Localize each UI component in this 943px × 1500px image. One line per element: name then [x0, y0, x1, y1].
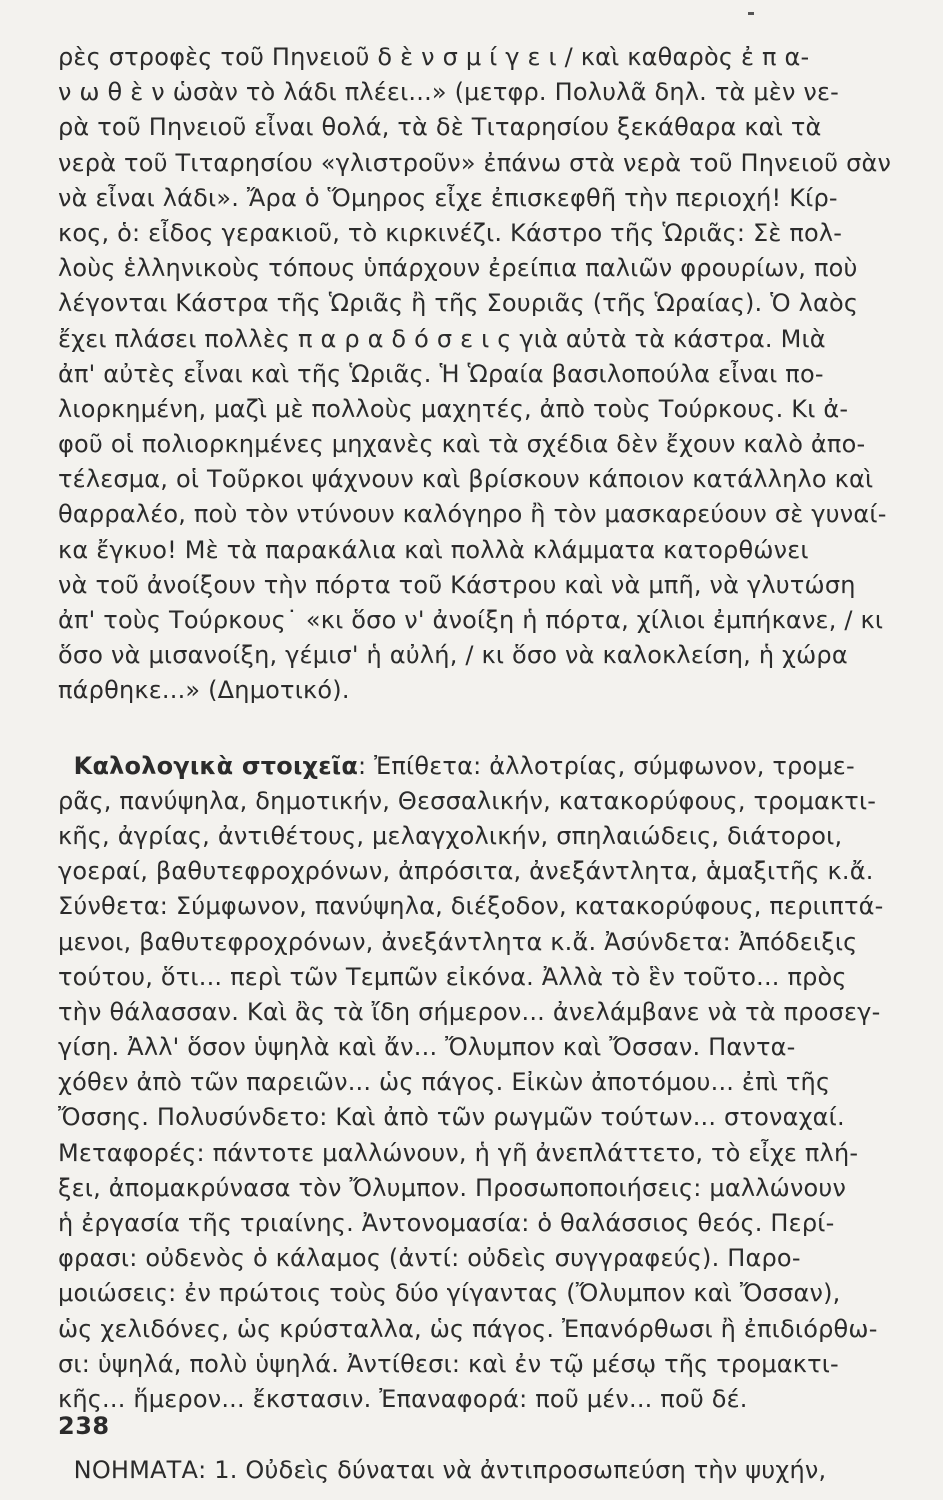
- text-line: ν ω θ ὲ ν ὡσὰν τὸ λάδι πλέει...» (μετφρ. Πολυλᾶ δηλ. τὰ μὲν νε-: [58, 78, 840, 107]
- text-line: ξει, ἀπομακρύνασα τὸν Ὄλυμπον. Προσωποποιήσεις: μαλλώνουν: [58, 1173, 847, 1202]
- text-line: Ὄσσης. Πολυσύνδετο: Καὶ ἀπὸ τῶν ρωγμῶν τούτων... στοναχαί.: [58, 1103, 845, 1132]
- text-line: γοεραί, βαθυτεφροχρόνων, ἀπρόσιτα, ἀνεξάντλητα, ἁμαξιτῆς κ.ἄ.: [58, 857, 874, 886]
- text-line: τούτου, ὅτι... περὶ τῶν Τεμπῶν εἰκόνα. Ἀλλὰ τὸ ἓν τοῦτο... πρὸς: [58, 962, 847, 991]
- text-line: Σύνθετα: Σύμφωνον, πανύψηλα, διέξοδον, κατακορύφους, περιιπτά-: [58, 892, 884, 921]
- paragraph-gap: [58, 1417, 910, 1453]
- text-line: μοιώσεις: ἐν πρώτοις τοὺς δύο γίγαντας (Ὄλυμπον καὶ Ὄσσαν),: [58, 1279, 841, 1308]
- text-line: τὴν θάλασσαν. Καὶ ἂς τὰ ἴδη σήμερον... ἀνελάμβανε νὰ τὰ προσεγ-: [58, 997, 881, 1026]
- text-line: τέλεσμα, οἱ Τοῦρκοι ψάχνουν καὶ βρίσκουν κάποιον κατάλληλο καὶ: [58, 465, 874, 494]
- text-line: λοὺς ἑλληνικοὺς τόπους ὑπάρχουν ἐρείπια παλιῶν φρουρίων, ποὺ: [58, 254, 858, 283]
- noimata-line: ΝΟΗΜΑΤΑ: 1. Οὐδεὶς δύναται νὰ ἀντιπροσωπεύση τὴν ψυχήν,: [73, 1456, 827, 1485]
- text-line: ὅσο νὰ μισανοίξη, γέμισ' ἡ αὐλή, / κι ὅσο νὰ καλοκλείση, ἡ χώρα: [58, 641, 848, 670]
- text-line: κος, ὁ: εἶδος γερακιοῦ, τὸ κιρκινέζι. Κάστρο τῆς Ὡριᾶς: Σὲ πολ-: [58, 218, 843, 247]
- text-line: [58, 1453, 910, 1488]
- text-line: ἀπ' τοὺς Τούρκους˙ «κι ὅσο ν' ἀνοίξη ἡ πόρτα, χίλιοι ἐμπήκανε, / κι: [58, 606, 884, 634]
- text-line: φοῦ οἱ πολιορκημένες μηχανὲς καὶ τὰ σχέδια δὲν ἔχουν καλὸ ἀπο-: [58, 430, 866, 459]
- text-line: κῆς, ἀγρίας, ἀντιθέτους, μελαγχολικήν, σπηλαιώδεις, διάτοροι,: [58, 821, 843, 850]
- text-line: φρασι: οὐδενὸς ὁ κάλαμος (ἀντί: οὐδεὶς συγγραφεύς). Παρο-: [58, 1244, 801, 1273]
- page-text: [58, 40, 910, 1488]
- section-heading: Καλολογικὰ στοιχεῖα: [73, 751, 359, 780]
- text-line: κῆς... ἥμερον... ἔκστασιν. Ἐπαναφορά: ποῦ μέν... ποῦ δέ.: [58, 1384, 748, 1413]
- text-line: νερὰ τοῦ Τιταρησίου «γλιστροῦν» ἐπάνω στὰ νερὰ τοῦ Πηνειοῦ σὰν: [58, 148, 892, 177]
- print-speck: [748, 12, 754, 15]
- text-line: σι: ὑψηλά, πολὺ ὑψηλά. Ἀντίθεσι: καὶ ἐν τῷ μέσῳ τῆς τρομακτι-: [58, 1349, 839, 1378]
- paragraph-gap: [58, 709, 910, 749]
- text-line: ρὲς στροφὲς τοῦ Πηνειοῦ δ ὲ ν σ μ ί γ ε ι / καὶ καθαρὸς ἐ π α-: [58, 43, 810, 71]
- text-line: λιορκημένη, μαζὶ μὲ πολλοὺς μαχητές, ἀπὸ τοὺς Τούρκους. Κι ἀ-: [58, 394, 849, 423]
- text-line: γίση. Ἀλλ' ὅσον ὑψηλὰ καὶ ἄν... Ὄλυμπον καὶ Ὄσσαν. Παντα-: [58, 1033, 796, 1062]
- text-line: ἀπ' αὐτὲς εἶναι καὶ τῆς Ὡριᾶς. Ἡ Ὡραία βασιλοπούλα εἶναι πο-: [58, 359, 824, 388]
- page-number: 238: [58, 1412, 110, 1440]
- text-line: νὰ τοῦ ἀνοίξουν τὴν πόρτα τοῦ Κάστρου καὶ νὰ μπῆ, νὰ γλυτώση: [58, 570, 856, 599]
- text-line: χόθεν ἀπὸ τῶν παρειῶν... ὡς πάγος. Εἰκὼν ἀποτόμου... ἐπὶ τῆς: [58, 1068, 831, 1097]
- text-line: [58, 749, 910, 784]
- text-line: λέγονται Κάστρα τῆς Ὡριᾶς ἢ τῆς Σουριᾶς (τῆς Ὡραίας). Ὁ λαὸς: [58, 289, 859, 318]
- text-line: ὡς χελιδόνες, ὡς κρύσταλλα, ὡς πάγος. Ἐπανόρθωσι ἢ ἐπιδιόρθω-: [58, 1314, 878, 1343]
- text-line: νὰ εἶναι λάδι». Ἄρα ὁ Ὅμηρος εἶχε ἐπισκεφθῆ τὴν περιοχή! Κίρ-: [58, 183, 838, 212]
- text-line: ἡ ἐργασία τῆς τριαίνης. Ἀντονομασία: ὁ θαλάσσιος θεός. Περί-: [58, 1209, 835, 1237]
- text-line: ἔχει πλάσει πολλὲς π α ρ α δ ό σ ε ι ς γιὰ αὐτὰ τὰ κάστρα. Μιὰ: [58, 324, 826, 353]
- text-line: Μεταφορές: πάντοτε μαλλώνουν, ἡ γῆ ἀνεπλάττετο, τὸ εἶχε πλή-: [58, 1138, 859, 1167]
- text-line: θαρραλέο, ποὺ τὸν ντύνουν καλόγηρο ἢ τὸν μασκαρεύουν σὲ γυναί-: [58, 500, 887, 529]
- text-line: κα ἔγκυο! Μὲ τὰ παρακάλια καὶ πολλὰ κλάμματα κατορθώνει: [58, 535, 809, 564]
- text-line: πάρθηκε...» (Δημοτικό).: [58, 676, 350, 705]
- text-line: ρὰ τοῦ Πηνειοῦ εἶναι θολά, τὰ δὲ Τιταρησίου ξεκάθαρα καὶ τὰ: [58, 113, 822, 142]
- heading-line-rest: : Ἐπίθετα: ἀλλοτρίας, σύμφωνον, τρομε-: [358, 751, 855, 780]
- text-line: ρᾶς, πανύψηλα, δημοτικήν, Θεσσαλικήν, κατακορύφους, τρομακτι-: [58, 786, 877, 815]
- text-line: μενοι, βαθυτεφροχρόνων, ἀνεξάντλητα κ.ἄ. Ἀσύνδετα: Ἀπόδειξις: [58, 927, 858, 956]
